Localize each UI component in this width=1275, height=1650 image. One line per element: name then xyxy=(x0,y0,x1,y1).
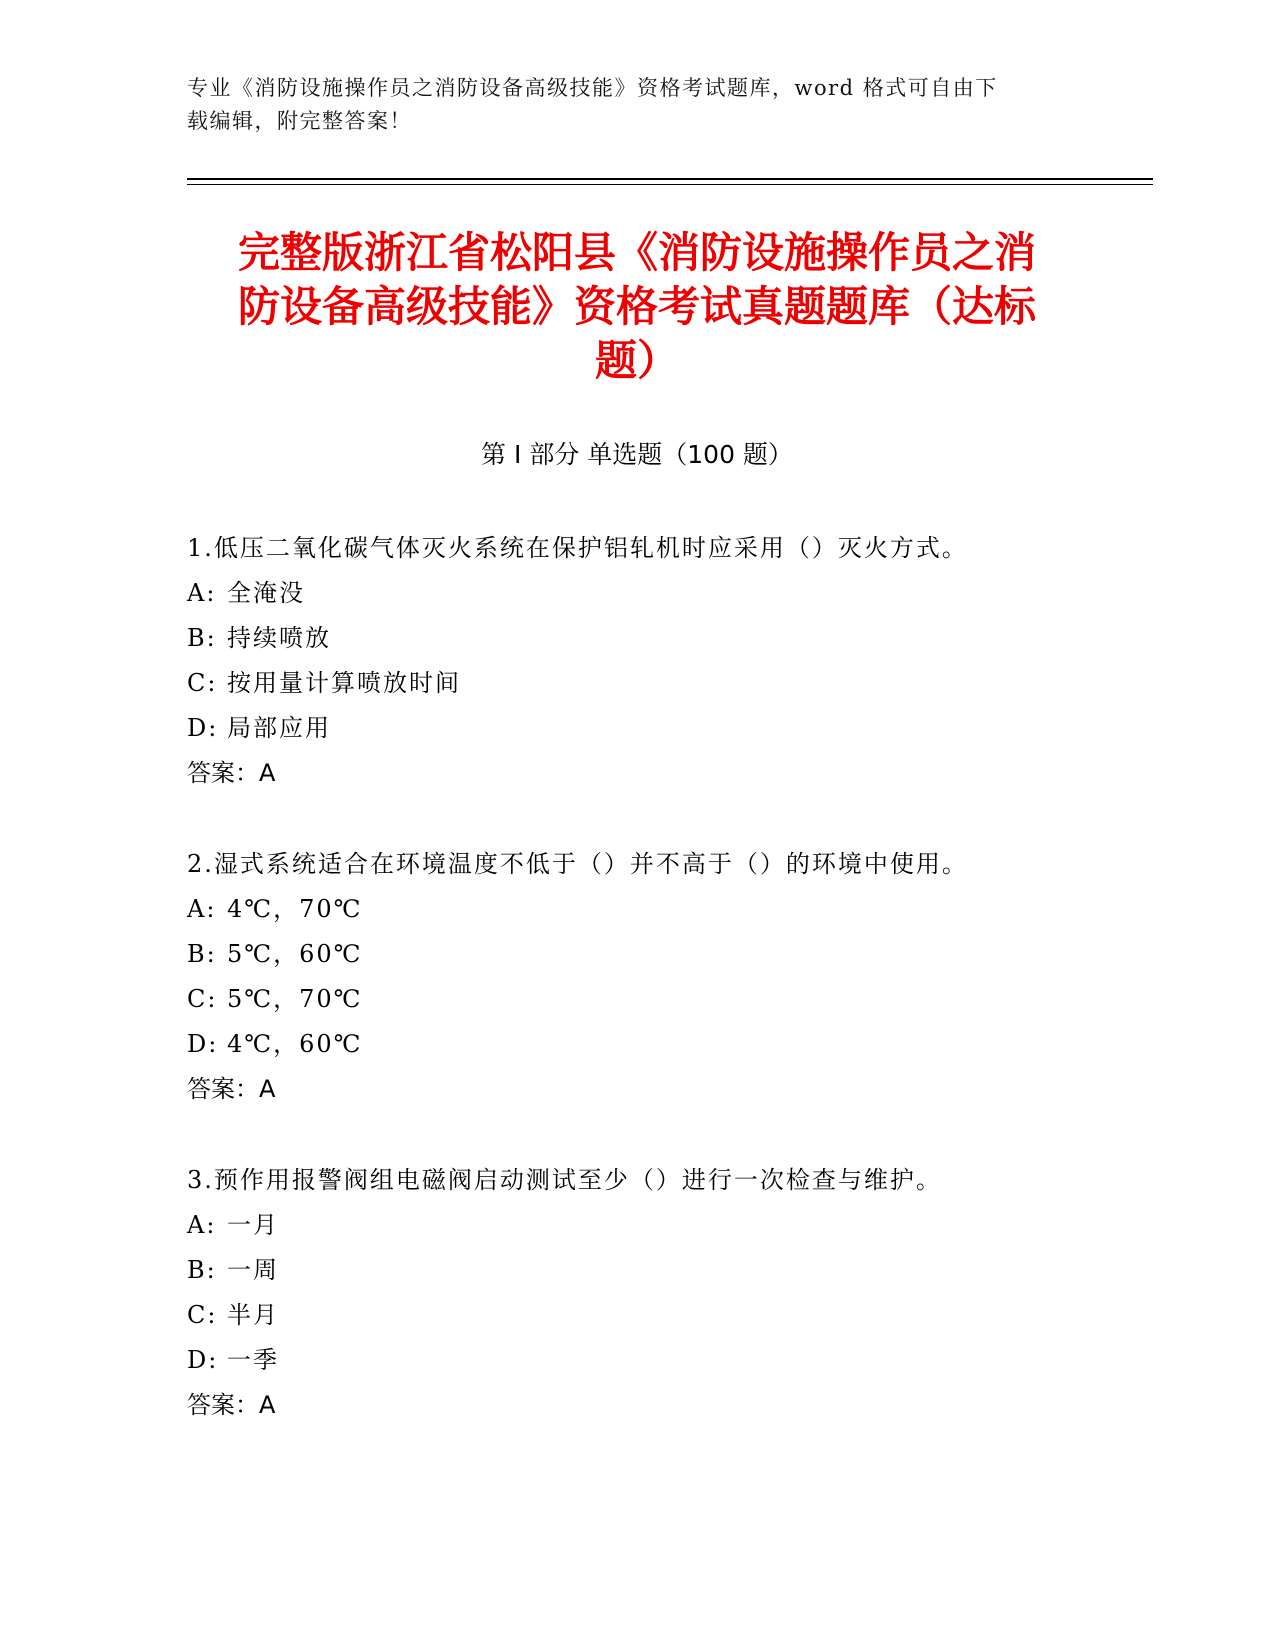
question-3 xyxy=(187,1158,1147,1428)
section-heading: 第 I 部分 单选题（100 题） xyxy=(481,440,793,469)
question-stem: 3.预作用报警阀组电磁阀启动测试至少（）进行一次检查与维护。 xyxy=(187,1166,942,1194)
question-stem: 2.湿式系统适合在环境温度不低于（）并不高于（）的环境中使用。 xyxy=(187,850,968,878)
option-letter: A: xyxy=(187,1211,217,1239)
option-text: 持续喷放 xyxy=(227,624,331,652)
option-letter: B: xyxy=(187,624,217,652)
option-text: 5℃，70℃ xyxy=(227,985,363,1013)
option-c xyxy=(187,1293,1147,1338)
answer: 答案：A xyxy=(187,1391,276,1419)
option-text: 一月 xyxy=(227,1211,279,1239)
header-divider-thin xyxy=(187,184,1153,185)
option-d xyxy=(187,1338,1147,1383)
title-line-2: 防设备高级技能》资格考试真题题库（达标 xyxy=(237,282,1036,331)
option-a xyxy=(187,887,1147,932)
option-text: 4℃，60℃ xyxy=(227,1030,363,1058)
option-text: 按用量计算喷放时间 xyxy=(227,669,461,697)
option-d xyxy=(187,1022,1147,1067)
option-letter: C: xyxy=(187,1301,218,1329)
option-text: 一周 xyxy=(227,1256,279,1284)
option-text: 一季 xyxy=(227,1346,279,1374)
question-1 xyxy=(187,526,1147,796)
option-letter: D: xyxy=(187,714,219,742)
option-letter: C: xyxy=(187,669,218,697)
question-stem: 1.低压二氧化碳气体灭火系统在保护铝轧机时应采用（）灭火方式。 xyxy=(187,534,968,562)
option-letter: C: xyxy=(187,985,218,1013)
option-text: 全淹没 xyxy=(227,579,305,607)
option-letter: D: xyxy=(187,1030,219,1058)
option-b xyxy=(187,932,1147,977)
option-text: 4℃，70℃ xyxy=(227,895,363,923)
document-title xyxy=(187,226,1087,388)
option-d xyxy=(187,706,1147,751)
option-text: 5℃，60℃ xyxy=(227,940,363,968)
option-letter: A: xyxy=(187,579,217,607)
question-2 xyxy=(187,842,1147,1112)
option-text: 局部应用 xyxy=(227,714,331,742)
header-note-line-1: 专业《消防设施操作员之消防设备高级技能》资格考试题库，word 格式可自由下 xyxy=(187,76,998,100)
option-b xyxy=(187,1248,1147,1293)
option-letter: B: xyxy=(187,1256,217,1284)
option-letter: D: xyxy=(187,1346,219,1374)
answer: 答案：A xyxy=(187,1075,276,1103)
header-note-line-2: 载编辑，附完整答案！ xyxy=(187,109,412,133)
option-b xyxy=(187,616,1147,661)
option-a xyxy=(187,1203,1147,1248)
option-letter: A: xyxy=(187,895,217,923)
option-text: 半月 xyxy=(227,1301,279,1329)
option-letter: B: xyxy=(187,940,217,968)
title-line-3: 题） xyxy=(594,336,679,385)
option-c xyxy=(187,977,1147,1022)
title-line-1: 完整版浙江省松阳县《消防设施操作员之消 xyxy=(237,228,1036,277)
option-c xyxy=(187,661,1147,706)
header-divider-thick xyxy=(187,178,1153,180)
answer: 答案：A xyxy=(187,759,276,787)
option-a xyxy=(187,571,1147,616)
header-note xyxy=(187,72,1067,138)
